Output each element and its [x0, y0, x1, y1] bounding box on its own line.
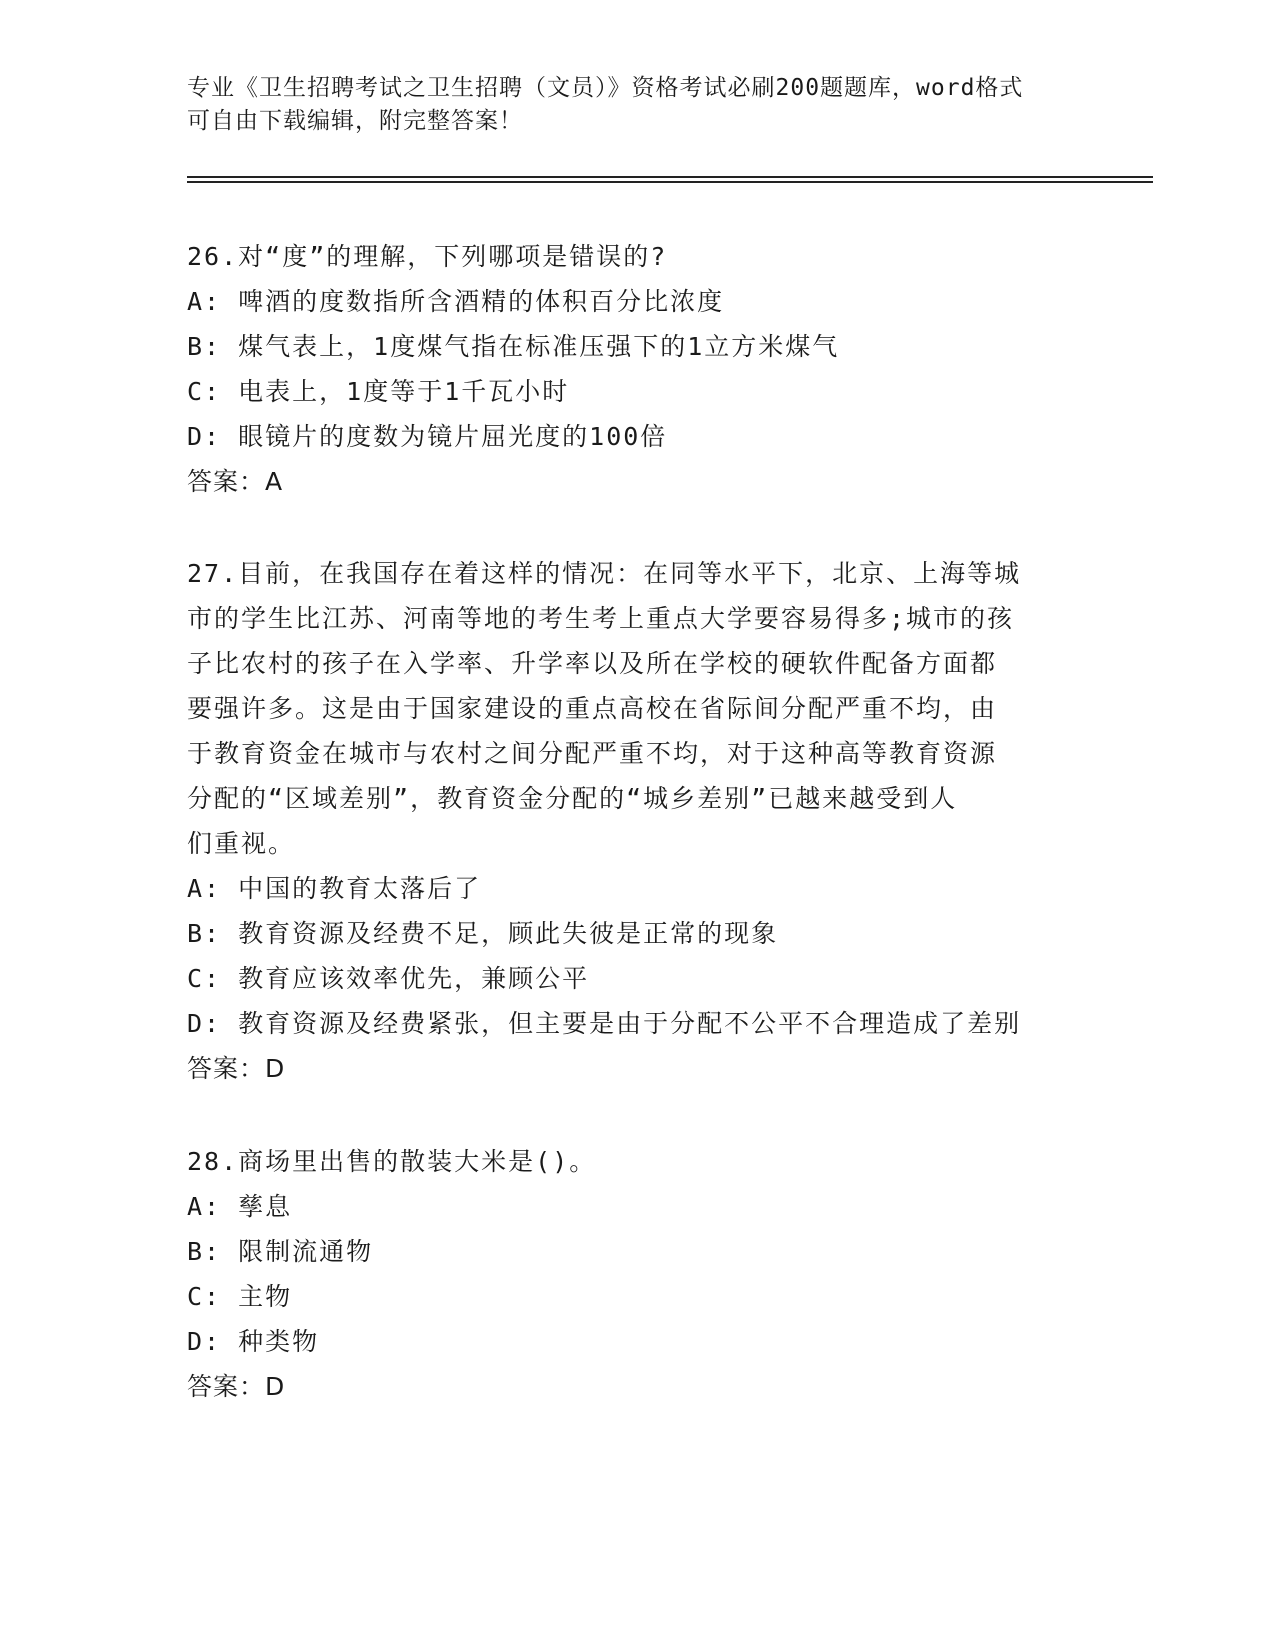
question-27	[187, 551, 1087, 1091]
question-stem-line: 子比农村的孩子在入学率、升学率以及所在学校的硬软件配备方面都	[187, 649, 998, 678]
document-header	[187, 72, 1067, 138]
answer: 答案：A	[187, 467, 284, 496]
answer: 答案：D	[187, 1054, 286, 1083]
question-28	[187, 1139, 1087, 1409]
header-rule-top	[187, 176, 1153, 178]
question-stem: 28.商场里出售的散装大米是()。	[187, 1147, 597, 1176]
header-rule-bottom	[187, 181, 1153, 183]
question-stem: 26.对“度”的理解，下列哪项是错误的?	[187, 242, 668, 271]
option-b: B: 限制流通物	[187, 1237, 374, 1266]
option-a: A: 啤酒的度数指所含酒精的体积百分比浓度	[187, 287, 725, 316]
option-c: C: 主物	[187, 1282, 293, 1311]
question-stem-line: 于教育资金在城市与农村之间分配严重不均，对于这种高等教育资源	[187, 739, 998, 768]
option-a: A: 孳息	[187, 1192, 293, 1221]
option-b: B: 教育资源及经费不足，顾此失彼是正常的现象	[187, 919, 779, 948]
option-d: D: 眼镜片的度数为镜片屈光度的100倍	[187, 422, 668, 451]
option-c: C: 教育应该效率优先，兼顾公平	[187, 964, 590, 993]
question-stem-line: 市的学生比江苏、河南等地的考生考上重点大学要容易得多;城市的孩	[187, 604, 1015, 633]
question-stem-line: 要强许多。这是由于国家建设的重点高校在省际间分配严重不均，由	[187, 694, 998, 723]
option-c: C: 电表上，1度等于1千瓦小时	[187, 377, 570, 406]
answer: 答案：D	[187, 1372, 286, 1401]
question-stem-line: 们重视。	[187, 829, 296, 858]
option-b: B: 煤气表上，1度煤气指在标准压强下的1立方米煤气	[187, 332, 840, 361]
option-d: D: 教育资源及经费紧张，但主要是由于分配不公平不合理造成了差别	[187, 1009, 1022, 1038]
question-stem-line: 分配的“区域差别”，教育资金分配的“城乡差别”已越来越受到人	[187, 784, 958, 813]
option-d: D: 种类物	[187, 1327, 320, 1356]
question-stem-line: 27.目前，在我国存在着这样的情况：在同等水平下，北京、上海等城	[187, 559, 1022, 588]
header-line-2: 可自由下载编辑，附完整答案！	[187, 108, 523, 134]
header-line-1: 专业《卫生招聘考试之卫生招聘（文员）》资格考试必刷200题题库，word格式	[187, 75, 1024, 101]
question-26	[187, 234, 1087, 504]
option-a: A: 中国的教育太落后了	[187, 874, 482, 903]
